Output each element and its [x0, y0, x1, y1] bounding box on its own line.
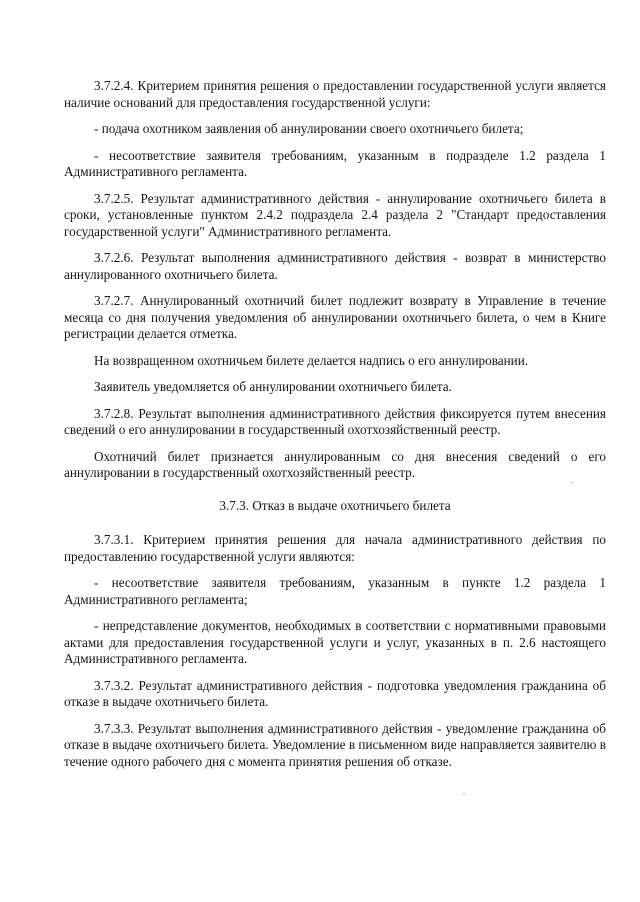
paragraph-list-item: - несоответствие заявителя требованиям, указанным в пункте 1.2 раздела 1 Административного регламента;	[64, 575, 606, 607]
scan-speck	[463, 794, 465, 795]
paragraph-text: Охотничий билет признается аннулированным со дня внесения сведений о его аннулировании в государственный охотхозяйственный реестр.	[64, 448, 606, 480]
paragraph-3-7-2-7: 3.7.2.7. Аннулированный охотничий билет подлежит возврату в Управление в течение месяца со дня получения уведомления об аннулировании охотничьего билета, о чем в Книге регистрации делается отметка.	[64, 293, 606, 341]
paragraph-3-7-2-6: 3.7.2.6. Результат выполнения административного действия - возврат в министерство аннулированного охотничьего билета.	[64, 250, 606, 282]
paragraph-text: Заявитель уведомляется об аннулировании охотничьего билета.	[94, 379, 452, 394]
scan-speck	[571, 482, 573, 483]
paragraph-list-item: - несоответствие заявителя требованиям, указанным в подразделе 1.2 раздела 1 Административного регламента.	[64, 147, 606, 179]
paragraph-text: На возвращенном охотничьем билете делается надпись о его аннулировании.	[94, 352, 529, 368]
section-heading: 3.7.3. Отказ в выдаче охотничьего билета	[219, 497, 451, 513]
paragraph-3-7-3-3: 3.7.3.3. Результат выполнения административного действия - уведомление гражданина об отказе в выдаче охотничьего билета. Уведомление в письменном виде направляется заявителю в течение одного рабочего дня с момента принятия решения об отказе.	[64, 720, 606, 769]
paragraph-list-item: - непредставление документов, необходимых в соответствии с нормативными правовыми актами для предоставления государственной услуги и услуг, указанных в п. 2.6 настоящего Административного регламента.	[64, 618, 606, 666]
paragraph-3-7-3-1: 3.7.3.1. Критерием принятия решения для начала административного действия по предоставлению государственной услуги являются:	[64, 532, 606, 564]
paragraph-3-7-2-4: 3.7.2.4. Критерием принятия решения о предоставлении государственной услуги является наличие оснований для предоставления государственной услуги:	[64, 78, 606, 110]
paragraph-3-7-2-5: 3.7.2.5. Результат административного действия - аннулирование охотничьего билета в сроки, установленные пунктом 2.4.2 подраздела 2.4 раздела 2 "Стандарт предоставления государственной услуги" Административного регламента.	[64, 190, 606, 239]
paragraph-3-7-2-8: 3.7.2.8. Результат выполнения административного действия фиксируется путем внесения сведений о его аннулировании в государственный охотхозяйственный реестр.	[64, 405, 606, 437]
paragraph-list-item: - подача охотником заявления об аннулировании своего охотничьего билета;	[94, 121, 524, 136]
paragraph-3-7-3-2: 3.7.3.2. Результат административного действия - подготовка уведомления гражданина об отказе в выдаче охотничьего билета.	[64, 677, 606, 709]
